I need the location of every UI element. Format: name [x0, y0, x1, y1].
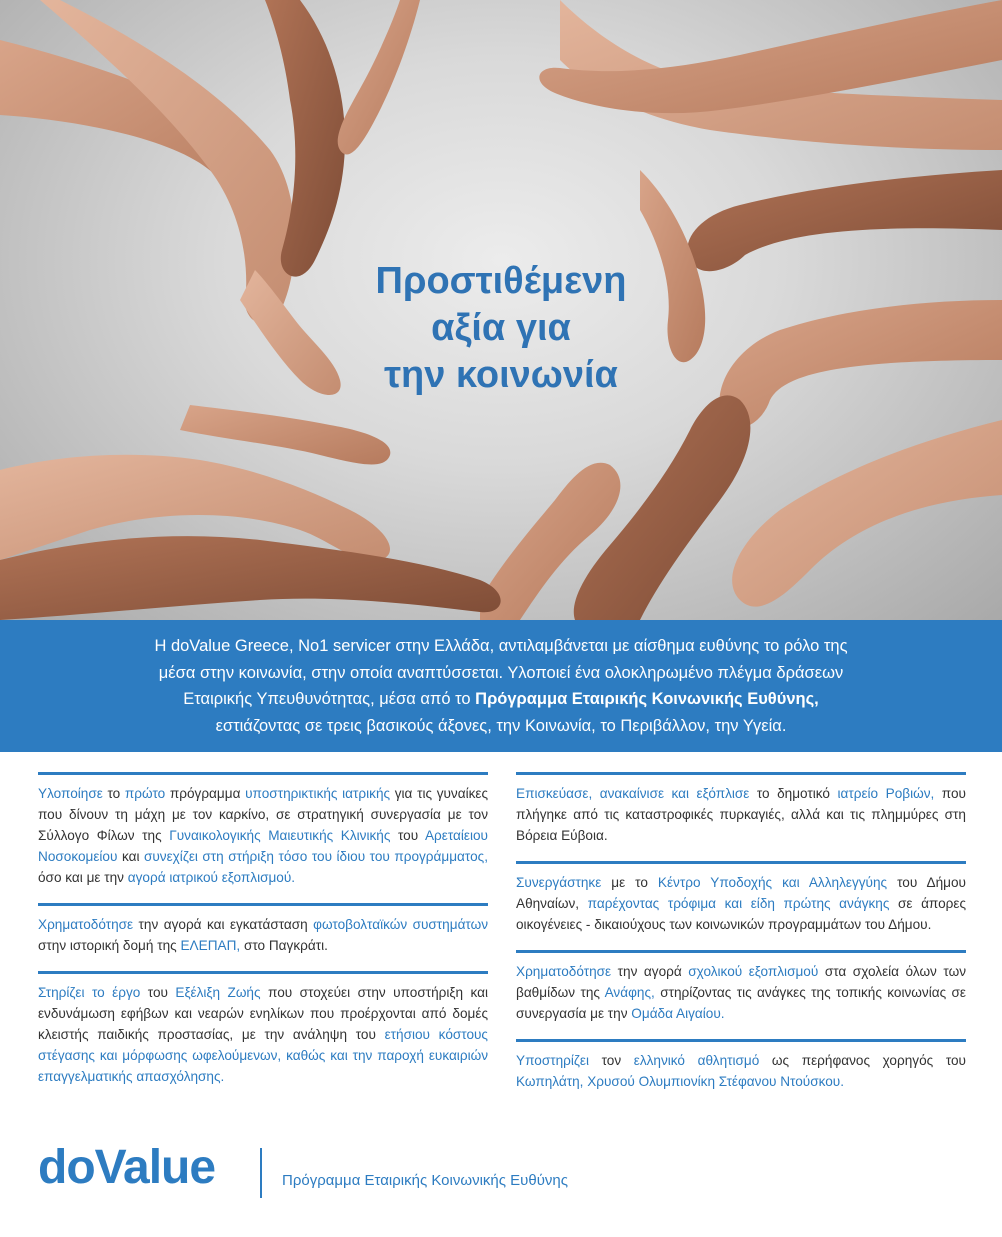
body-text: την αγορά — [611, 964, 689, 979]
highlight-text: Γυναικολογικής Μαιευτικής Κλινικής — [169, 828, 391, 843]
highlight-text: Υποστηρίζει — [516, 1053, 589, 1068]
body-text: το — [102, 786, 125, 801]
body-text: με το — [601, 875, 658, 890]
left-column — [38, 772, 488, 1102]
highlight-text: Στηρίζει το έργο — [38, 985, 141, 1000]
body-text: στην ιστορική δομή της — [38, 938, 181, 953]
highlight-text: ΕΛΕΠΑΠ, — [180, 938, 241, 953]
highlight-text: πρώτο — [124, 786, 166, 801]
body-text: στο Παγκράτι. — [240, 938, 328, 953]
highlight-text: Χρηματοδότησε — [516, 964, 612, 979]
body-text: του Δήμου Αθηναίων, — [516, 875, 966, 911]
intro-banner — [0, 620, 1002, 752]
highlight-text: Ομάδα Αιγαίου. — [631, 1006, 725, 1021]
body-text: ως περήφανος χορηγός του — [759, 1053, 966, 1068]
highlight-text: συνεχίζει στη στήριξη τόσο του ίδιου του προγράμματος, — [143, 849, 488, 864]
banner-line: μέσα στην κοινωνία, στην οποία αναπτύσσεται. Υλοποιεί ένα ολοκληρωμένο πλέγμα δράσεων — [158, 663, 844, 682]
hero-title-line: Προστιθέμενη — [375, 260, 627, 302]
initiative-item — [38, 971, 488, 1097]
initiative-item — [516, 861, 966, 945]
initiative-item — [516, 1039, 966, 1102]
initiative-item — [38, 903, 488, 966]
highlight-text: Υλοποίησε — [38, 786, 103, 801]
body-text: όσο και με την — [38, 870, 128, 885]
hero-title — [300, 258, 702, 399]
highlight-text: αγορά ιατρικού εξοπλισμού. — [127, 870, 296, 885]
highlight-text: Αρεταίειου Νοσοκομείου — [38, 828, 488, 864]
body-text: του — [390, 828, 425, 843]
hero-title-line: αξία για — [431, 307, 571, 349]
highlight-text: Επισκεύασε, ανακαίνισε και εξόπλισε — [516, 786, 750, 801]
dovalue-logo: doValue — [38, 1141, 216, 1194]
body-text: που πλήγηκε από τις καταστροφικές πυρκαγιές, αλλά και τις πλημμύρες στη Βόρεια Εύβοια. — [516, 786, 966, 843]
body-text: και — [117, 849, 144, 864]
body-text: στηρίζοντας τις ανάγκες της τοπικής κοινωνίας σε συνεργασία με την — [516, 985, 966, 1021]
body-text: πρόγραμμα — [165, 786, 246, 801]
body-text: στα σχολεία όλων των βαθμίδων της — [516, 964, 966, 1000]
highlight-text: ιατρείο Ροβιών, — [837, 786, 935, 801]
initiative-item — [38, 772, 488, 898]
body-text: σε άπορες οικογένειες - δικαιούχους των κοινωνικών προγραμμάτων του Δήμου. — [516, 896, 967, 932]
banner-line — [0, 686, 1002, 713]
highlight-text: Χρηματοδότησε — [38, 917, 134, 932]
body-text: το δημοτικό — [749, 786, 838, 801]
banner-line: Η doValue Greece, No1 servicer στην Ελλάδα, αντιλαμβάνεται με αίσθημα ευθύνης το ρόλο της — [154, 637, 848, 655]
footer-divider — [260, 1148, 262, 1198]
initiative-item — [516, 772, 966, 856]
highlight-text: Κωπηλάτη, Χρυσού Ολυμπιονίκη Στέφανου Ντούσκου. — [516, 1074, 845, 1089]
highlight-text: Συνεργάστηκε — [516, 875, 602, 890]
hero-title-line: την κοινωνία — [384, 354, 618, 396]
banner-line: εστιάζοντας σε τρεις βασικούς άξονες, την Κοινωνία, το Περιβάλλον, την Υγεία. — [215, 716, 787, 735]
highlight-text: σχολικού εξοπλισμού — [688, 964, 819, 979]
highlight-text: Κέντρο Υποδοχής και Αλληλεγγύης — [657, 875, 888, 890]
footer-tagline: Πρόγραμμα Εταιρικής Κοινωνικής Ευθύνης — [282, 1172, 568, 1189]
right-column — [516, 772, 966, 1107]
highlight-text: ελληνικό αθλητισμό — [633, 1053, 760, 1068]
body-text: τον — [588, 1053, 634, 1068]
highlight-text: υποστηρικτικής ιατρικής — [245, 786, 391, 801]
highlight-text: Ανάφης, — [604, 985, 655, 1000]
body-text: που στοχεύει στην υποστήριξη και ενδυνάμωση εφήβων και νεαρών ενηλίκων που προέρχονται από δομές κλειστής παιδικής προστασίας, με την ανάληψη του — [38, 985, 489, 1042]
highlight-text: φωτοβολταϊκών συστημάτων — [313, 917, 489, 932]
highlight-text: παρέχοντας τρόφιμα και είδη πρώτης ανάγκης — [587, 896, 890, 911]
body-text: την αγορά και εγκατάσταση — [133, 917, 314, 932]
body-text: του — [140, 985, 176, 1000]
initiative-item — [516, 950, 966, 1034]
body-text: για τις γυναίκες που δίνουν τη μάχη με τον καρκίνο, σε στρατηγική συνεργασία με τον Σύλλογο Φίλων της — [38, 786, 489, 843]
highlight-text: Εξέλιξη Ζωής — [175, 985, 261, 1000]
highlight-text: ετήσιου κόστους στέγασης και μόρφωσης ωφελούμενων, καθώς και την παροχή ευκαιριών επαγγελματικής απασχόλησης. — [38, 1027, 488, 1084]
banner-text: Εταιρικής Υπευθυνότητας, μέσα από το — [183, 690, 476, 708]
program-name: Πρόγραμμα Εταιρικής Κοινωνικής Ευθύνης, — [475, 690, 819, 708]
